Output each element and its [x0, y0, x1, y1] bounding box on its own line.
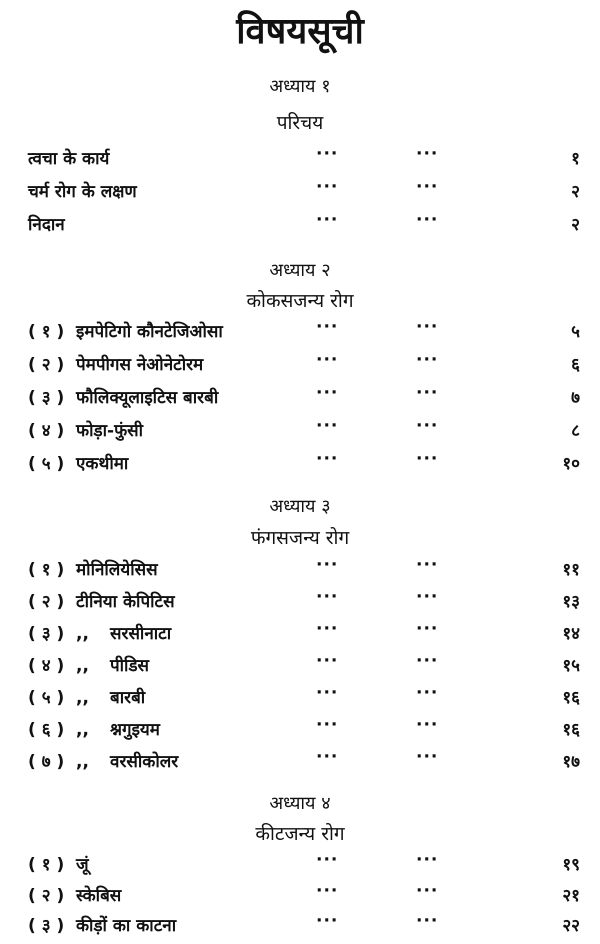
toc-entry[interactable]	[28, 881, 580, 911]
ditto-mark: ,,	[76, 656, 89, 676]
leader-dots: ···	[416, 449, 439, 469]
toc-entry[interactable]	[28, 177, 580, 207]
page-number: १	[571, 149, 580, 169]
page-number: ६	[571, 355, 580, 375]
leader-dots: ···	[316, 881, 339, 901]
entry-title: इमपेटिगो कौनटेजिओसा	[76, 322, 223, 342]
leader-dots: ···	[416, 911, 439, 931]
leader-dots: ···	[416, 416, 439, 436]
toc-entry[interactable]	[28, 619, 580, 649]
page-number: ७	[571, 388, 580, 408]
entry-number: ( २ )	[28, 886, 65, 906]
chapter-3-label: अध्याय ३	[269, 496, 331, 517]
toc-entry[interactable]	[28, 317, 580, 347]
leader-dots: ···	[416, 587, 439, 607]
page-number: १०	[562, 454, 580, 474]
page-number: १६	[562, 688, 580, 708]
leader-dots: ···	[416, 619, 439, 639]
entry-title: मोनिलियेसिस	[76, 560, 158, 580]
leader-dots: ···	[316, 911, 339, 931]
leader-dots: ···	[416, 210, 439, 230]
page-title: विषयसूची	[236, 11, 364, 52]
leader-dots: ···	[416, 350, 439, 370]
leader-dots: ···	[416, 383, 439, 403]
entry-title: सरसीनाटा	[110, 624, 172, 644]
entry-number: ( १ )	[28, 322, 65, 342]
chapter-4-label: अध्याय ४	[269, 793, 331, 814]
leader-dots: ···	[316, 555, 339, 575]
page-number: ८	[571, 421, 580, 441]
entry-number: ( ४ )	[28, 421, 65, 441]
leader-dots: ···	[416, 715, 439, 735]
leader-dots: ···	[316, 350, 339, 370]
entry-title: फौलिक्यूलाइटिस बारबी	[76, 388, 219, 408]
leader-dots: ···	[416, 683, 439, 703]
entry-number: ( २ )	[28, 592, 65, 612]
leader-dots: ···	[316, 619, 339, 639]
page-number: २१	[562, 886, 580, 906]
page-number: ११	[562, 560, 580, 580]
entry-number: ( ५ )	[28, 454, 65, 474]
page-number: २२	[562, 916, 580, 936]
leader-dots: ···	[416, 850, 439, 870]
entry-title: वरसीकोलर	[110, 752, 179, 772]
page-number: १९	[562, 855, 580, 875]
chapter-2-subtitle: कोकसजन्य रोग	[246, 290, 354, 312]
leader-dots: ···	[416, 881, 439, 901]
leader-dots: ···	[316, 449, 339, 469]
leader-dots: ···	[316, 210, 339, 230]
entry-number: ( ७ )	[28, 752, 65, 772]
ditto-mark: ,,	[76, 688, 89, 708]
entry-number: ( २ )	[28, 355, 65, 375]
leader-dots: ···	[316, 850, 339, 870]
toc-entry[interactable]	[28, 651, 580, 681]
entry-title: त्वचा के कार्य	[28, 149, 110, 169]
entry-number: ( ३ )	[28, 916, 65, 936]
leader-dots: ···	[416, 555, 439, 575]
page-number: १४	[562, 624, 580, 644]
page-number: १६	[562, 720, 580, 740]
page-number: ५	[571, 322, 580, 342]
entry-number: ( १ )	[28, 560, 65, 580]
leader-dots: ···	[316, 651, 339, 671]
entry-title: बारबी	[110, 688, 146, 708]
ditto-mark: ,,	[76, 720, 89, 740]
entry-title: निदान	[28, 215, 65, 235]
leader-dots: ···	[316, 317, 339, 337]
leader-dots: ···	[316, 683, 339, 703]
ditto-mark: ,,	[76, 752, 89, 772]
toc-entry[interactable]	[28, 416, 580, 446]
page-number: २	[571, 182, 580, 202]
toc-entry[interactable]	[28, 210, 580, 240]
entry-number: ( ४ )	[28, 656, 65, 676]
leader-dots: ···	[416, 177, 439, 197]
toc-entry[interactable]	[28, 144, 580, 174]
entry-number: ( ३ )	[28, 624, 65, 644]
toc-entry[interactable]	[28, 747, 580, 777]
leader-dots: ···	[416, 317, 439, 337]
entry-title: स्केबिस	[76, 886, 122, 906]
chapter-1-label: अध्याय १	[269, 76, 331, 97]
leader-dots: ···	[416, 651, 439, 671]
entry-number: ( ६ )	[28, 720, 65, 740]
chapter-3-subtitle: फंगसजन्य रोग	[250, 527, 350, 549]
entry-number: ( १ )	[28, 855, 65, 875]
page-number: २	[571, 215, 580, 235]
entry-title: टीनिया केपिटिस	[76, 592, 175, 612]
toc-entry[interactable]	[28, 715, 580, 745]
entry-number: ( ५ )	[28, 688, 65, 708]
entry-title: पेमपीगस नेओनेटोरम	[76, 355, 204, 375]
leader-dots: ···	[416, 747, 439, 767]
toc-entry[interactable]	[28, 350, 580, 380]
entry-title: फोड़ा-फुंसी	[76, 421, 144, 441]
leader-dots: ···	[316, 587, 339, 607]
ditto-mark: ,,	[76, 624, 89, 644]
leader-dots: ···	[316, 383, 339, 403]
toc-entry[interactable]	[28, 555, 580, 585]
leader-dots: ···	[316, 177, 339, 197]
chapter-4-subtitle: कीटजन्य रोग	[255, 823, 345, 845]
page-number: १५	[562, 656, 580, 676]
entry-title: पीडिस	[110, 656, 150, 676]
page-number: १७	[562, 752, 580, 772]
entry-title: चर्म रोग के लक्षण	[28, 182, 137, 202]
chapter-2-label: अध्याय २	[269, 260, 331, 281]
leader-dots: ···	[316, 416, 339, 436]
leader-dots: ···	[416, 144, 439, 164]
entry-title: श्नगुइयम	[110, 720, 160, 740]
leader-dots: ···	[316, 747, 339, 767]
entry-title: कीड़ों का काटना	[76, 916, 177, 936]
entry-title: जूं	[76, 855, 89, 875]
toc-entry[interactable]	[28, 587, 580, 617]
page-number: १३	[562, 592, 580, 612]
toc-entry[interactable]	[28, 683, 580, 713]
leader-dots: ···	[316, 715, 339, 735]
toc-entry[interactable]	[28, 850, 580, 880]
leader-dots: ···	[316, 144, 339, 164]
entry-title: एकथीमा	[76, 454, 129, 474]
entry-number: ( ३ )	[28, 388, 65, 408]
toc-entry[interactable]	[28, 383, 580, 413]
toc-entry[interactable]	[28, 449, 580, 479]
chapter-1-subtitle: परिचय	[276, 112, 324, 134]
toc-entry[interactable]	[28, 911, 580, 941]
